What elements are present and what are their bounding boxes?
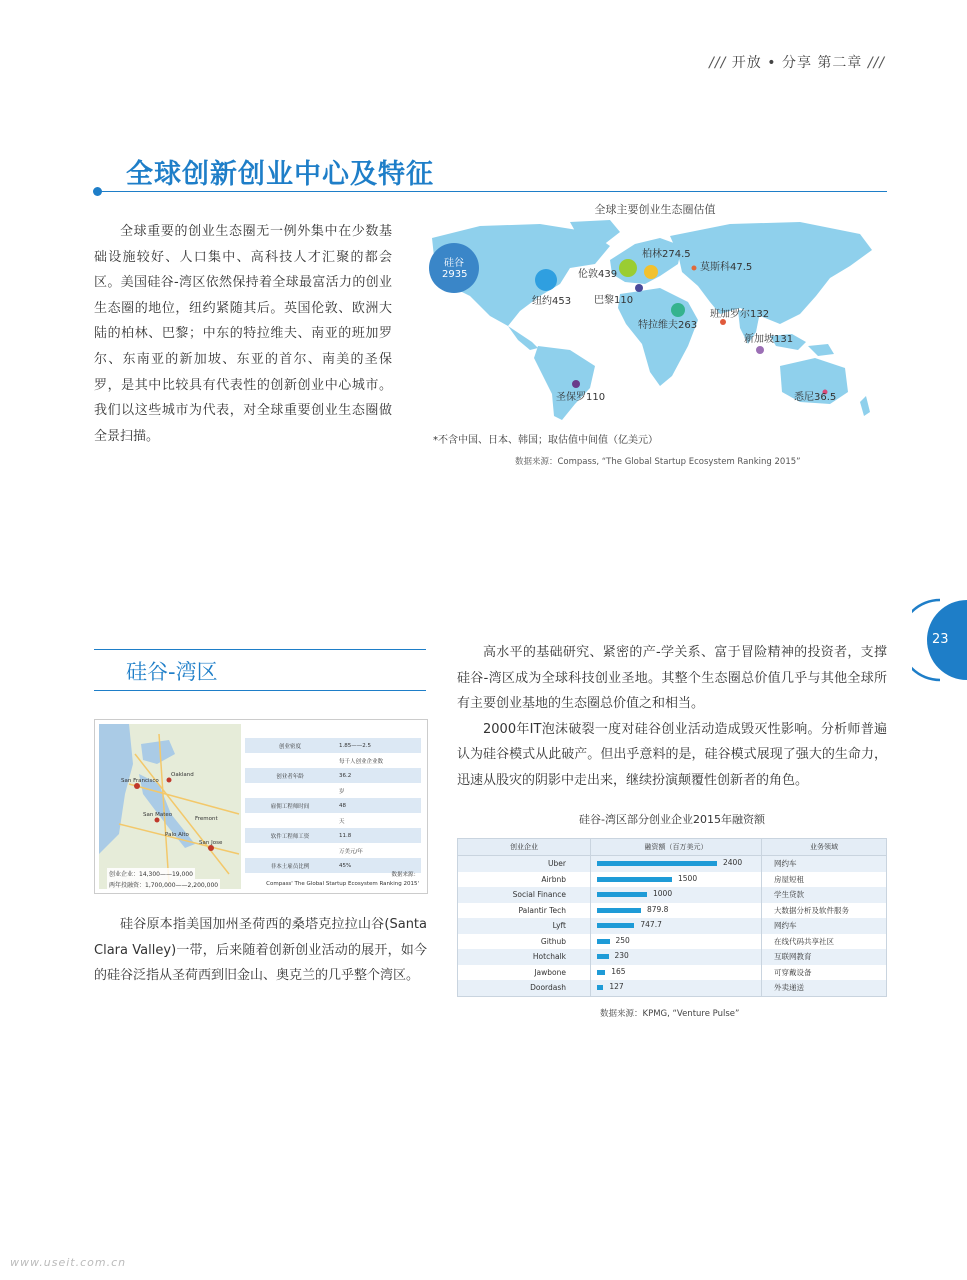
company-name: Palantir Tech — [518, 905, 566, 915]
stat-row: 天 — [339, 818, 345, 825]
stat-row: 万美元/年 — [339, 848, 363, 855]
label-tel-aviv: 特拉维夫263 — [638, 320, 698, 331]
place-fremont: Fremont — [195, 816, 218, 822]
funding-bar — [597, 892, 647, 897]
company-name: Hotchalk — [532, 952, 566, 962]
amount-cell — [590, 903, 762, 919]
world-map-svg — [420, 216, 880, 421]
funding-bar — [597, 923, 634, 928]
stats-source-label: 数据来源： — [391, 872, 419, 878]
funding-table-header — [458, 839, 886, 856]
place-san-mateo: San Mateo — [143, 812, 173, 818]
bubble-tel-aviv — [671, 303, 685, 317]
funding-row — [458, 887, 886, 903]
stat-row: 雇佣工程师时间 48 — [245, 798, 421, 813]
funding-row — [458, 934, 886, 950]
page-number-tab — [912, 598, 967, 682]
business-field: 学生贷款 — [774, 890, 804, 900]
amount-cell — [590, 887, 762, 903]
right-paragraph-2: 2000年IT泡沫破裂一度对硅谷创业活动造成毁灭性影响。分析师普遍认为硅谷模式从此破产。但出乎意料的是，硅谷模式展现了强大的生命力，迅速从股灾的阴影中走出来，继续扮演颠覆性创新者的角色。 — [457, 721, 887, 788]
bubble-singapore — [756, 346, 764, 354]
title-divider-dot — [93, 187, 102, 196]
funding-row — [458, 903, 886, 919]
header-amount: 融资额（百万美元） — [590, 839, 762, 855]
stat-row: 创业者年龄 36.2 — [245, 768, 421, 783]
label-moscow: 莫斯科47.5 — [700, 262, 753, 273]
funding-value: 230 — [614, 951, 629, 960]
amount-cell — [590, 965, 762, 981]
company-name: Social Finance — [512, 890, 566, 900]
business-field: 外卖递送 — [774, 983, 804, 993]
bubble-sao-paulo — [572, 380, 580, 388]
business-field: 互联网教育 — [774, 952, 812, 962]
stat-row: 非本土雇员比例 45% — [245, 858, 421, 873]
funding-table — [457, 838, 887, 997]
world-map-note: *不含中国、日本、韩国；取估值中间值（亿美元） — [433, 435, 658, 446]
funding-row — [458, 856, 886, 872]
label-silicon-valley-value: 2935 — [442, 269, 468, 280]
label-london: 伦敦439 — [578, 269, 618, 280]
business-field: 可穿戴设备 — [774, 967, 812, 977]
funding-bar — [597, 939, 610, 944]
funding-value: 165 — [611, 966, 626, 976]
label-new-york: 纽约453 — [532, 296, 572, 307]
funding-row — [458, 965, 886, 981]
label-paris: 巴黎110 — [594, 295, 634, 306]
label-sydney: 悉尼36.5 — [794, 392, 837, 403]
section-title-silicon-valley: 硅谷-湾区 — [126, 660, 218, 684]
bubble-paris — [635, 284, 643, 292]
bubble-new-york — [535, 269, 557, 291]
section-title-global: 全球创新创业中心及特征 — [126, 159, 434, 190]
page-number: 23 — [932, 632, 949, 647]
section2-rule-top — [94, 649, 426, 650]
funding-value: 2400 — [723, 858, 743, 867]
amount-cell — [590, 872, 762, 888]
header-field: 业务领域 — [810, 843, 838, 851]
company-name: Github — [540, 936, 566, 946]
funding-row — [458, 872, 886, 888]
company-name: Jawbone — [534, 967, 566, 977]
funding-value: 250 — [615, 935, 630, 945]
business-field: 网约车 — [774, 921, 797, 931]
amount-cell — [590, 856, 762, 872]
funding-value: 747.7 — [640, 920, 662, 929]
funding-table-title: 硅谷-湾区部分创业企业2015年融资额 — [579, 813, 765, 826]
map-caption-investment: 两年投融资：1,700,000——2,200,000 — [107, 879, 220, 889]
funding-bar — [597, 954, 609, 959]
label-bangalore: 班加罗尔132 — [710, 309, 770, 320]
header-slashes-left: /// — [709, 55, 727, 71]
map-caption-startups: 创业企业：14,300——19,000 — [107, 868, 195, 879]
funding-bar — [597, 970, 605, 975]
page-header — [709, 52, 885, 72]
stat-row: 每千人创业企业数 — [339, 758, 384, 765]
bubble-moscow — [692, 266, 697, 271]
bay-area-map — [99, 724, 241, 889]
business-field: 大数据分析及软件服务 — [774, 905, 849, 915]
header-text: 开放 • 分享 第二章 — [731, 55, 863, 71]
company-name: Doordash — [530, 983, 566, 993]
stat-row: 软件工程师工资 11.8 — [245, 828, 421, 843]
funding-bar — [597, 877, 672, 882]
silicon-valley-infographic — [94, 719, 428, 894]
place-san-francisco: San Francisco — [121, 778, 159, 784]
funding-value: 1500 — [678, 873, 698, 883]
funding-value: 1000 — [653, 889, 673, 898]
business-field: 在线代码共享社区 — [774, 936, 834, 946]
stat-row: 岁 — [339, 788, 345, 795]
business-field: 房屋短租 — [774, 874, 804, 884]
bay-area-map-svg — [99, 724, 241, 889]
bubble-berlin — [644, 265, 658, 279]
company-name: Uber — [548, 859, 566, 869]
amount-cell — [590, 949, 762, 965]
amount-cell — [590, 918, 762, 934]
place-san-jose: San Jose — [199, 840, 223, 846]
funding-row — [458, 918, 886, 934]
label-singapore: 新加坡131 — [744, 334, 794, 345]
header-company: 创业企业 — [510, 843, 538, 851]
label-silicon-valley-name: 硅谷 — [444, 258, 464, 269]
stats-source: Compass' The Global Startup Ecosystem Ranking 2015' — [266, 881, 419, 887]
amount-cell — [590, 980, 762, 996]
funding-value: 879.8 — [646, 904, 669, 914]
section2-rule-bottom — [94, 690, 426, 691]
watermark: www.useit.com.cn — [10, 1256, 127, 1269]
world-map — [420, 216, 880, 421]
silicon-valley-paragraph: 硅谷原本指美国加州圣荷西的桑塔克拉拉山谷(Santa Clara Valley)一带，后来随着创新创业活动的展开，如今的硅谷泛指从圣荷西到旧金山、奥克兰的几乎整个湾区。 — [94, 917, 427, 984]
funding-table-body — [458, 856, 886, 996]
intro-paragraph: 全球重要的创业生态圈无一例外集中在少数基础设施较好、人口集中、高科技人才汇聚的都会区。美国硅谷-湾区依然保持着全球最富活力的创业生态圈的地位，纽约紧随其后。英国伦敦、欧洲大陆的柏林、巴黎；中东的特拉维夫、南亚的班加罗尔、东南亚的新加坡、东亚的首尔、南美的圣保罗，是其中比较具有代表性的创新创业中心城市。我们以这些城市为代表，对全球重要创业生态圈做全景扫描。 — [94, 224, 392, 444]
label-sao-paulo: 圣保罗110 — [556, 392, 606, 403]
funding-bar — [597, 861, 717, 866]
funding-bar — [597, 908, 641, 913]
business-field: 网约车 — [774, 859, 797, 869]
bubble-london — [619, 259, 637, 277]
right-paragraph-1: 高水平的基础研究、紧密的产-学关系、富于冒险精神的投资者，支撑硅谷-湾区成为全球科技创业圣地。其整个生态圈总价值几乎与其他全球所有主要创业基地的生态圈总价值之和相当。 — [457, 645, 887, 712]
place-oakland: Oakland — [171, 772, 194, 778]
company-name: Lyft — [552, 921, 566, 931]
world-map-title: 全球主要创业生态圈估值 — [594, 203, 716, 216]
label-berlin: 柏林274.5 — [642, 249, 691, 260]
company-name: Airbnb — [541, 874, 566, 884]
place-palo-alto: Palo Alto — [165, 832, 189, 838]
amount-cell — [590, 934, 762, 950]
funding-row — [458, 949, 886, 965]
funding-row — [458, 980, 886, 996]
world-map-source: 数据来源：Compass, “The Global Startup Ecosystem Ranking 2015” — [515, 457, 801, 467]
funding-table-source: 数据来源：KPMG, “Venture Pulse” — [600, 1009, 740, 1019]
silicon-valley-stats — [245, 738, 421, 873]
header-slashes-right: /// — [867, 55, 885, 71]
title-divider — [97, 191, 887, 192]
funding-value: 127 — [609, 982, 624, 991]
funding-bar — [597, 985, 603, 990]
right-column-text — [457, 640, 887, 794]
stat-row: 创业密度 1.85——2.5 — [245, 738, 421, 753]
